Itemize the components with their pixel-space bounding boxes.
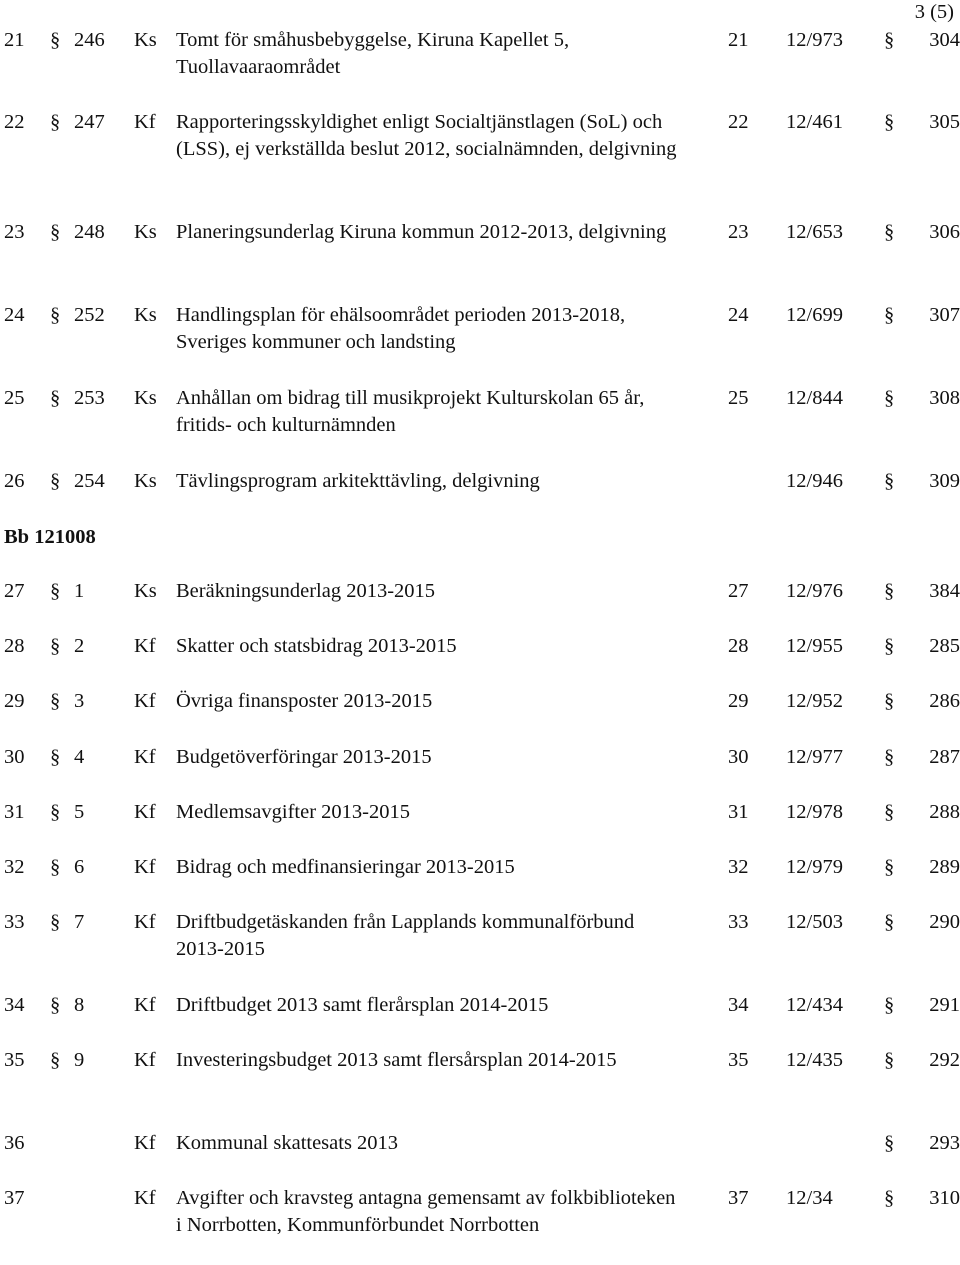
section-sign: §	[50, 856, 61, 878]
body-code: Kf	[134, 911, 156, 933]
section-sign: §	[50, 387, 61, 409]
page-reference: 292	[929, 1049, 960, 1071]
item-title: Investeringsbudget 2013 samt flersårsplan 2014-2015	[176, 1049, 617, 1071]
item-number: 31	[4, 801, 25, 823]
reference-number: 35	[728, 1049, 749, 1071]
item-number: 25	[4, 387, 25, 409]
body-code: Ks	[134, 580, 157, 602]
section-sign: §	[884, 911, 895, 933]
section-sign: §	[884, 690, 895, 712]
page-reference: 288	[929, 801, 960, 823]
paragraph-number: 253	[74, 387, 105, 409]
section-sign: §	[50, 690, 61, 712]
diary-number: 12/979	[786, 856, 843, 878]
reference-number: 30	[728, 746, 749, 768]
page-reference: 304	[929, 29, 960, 51]
reference-number: 31	[728, 801, 749, 823]
section-sign: §	[50, 221, 61, 243]
section-sign: §	[884, 635, 895, 657]
item-title: Bidrag och medfinansieringar 2013-2015	[176, 856, 515, 878]
item-title: Avgifter och kravsteg antagna gemensamt av folkbiblioteken i Norrbotten, Kommunförbundet Norrbotten	[176, 1187, 676, 1236]
paragraph-number: 1	[74, 580, 85, 602]
item-number: 26	[4, 470, 25, 492]
page-reference: 305	[929, 111, 960, 133]
paragraph-number: 3	[74, 690, 85, 712]
section-sign: §	[50, 801, 61, 823]
item-title: Medlemsavgifter 2013-2015	[176, 801, 410, 823]
body-code: Kf	[134, 635, 156, 657]
item-number: 30	[4, 746, 25, 768]
body-code: Ks	[134, 304, 157, 326]
item-title: Övriga finansposter 2013-2015	[176, 690, 433, 712]
section-sign: §	[884, 111, 895, 133]
item-title: Driftbudget 2013 samt flerårsplan 2014-2015	[176, 994, 549, 1016]
item-number: 21	[4, 29, 25, 51]
item-number: 24	[4, 304, 25, 326]
body-code: Kf	[134, 1187, 156, 1209]
page-reference: 286	[929, 690, 960, 712]
reference-number: 25	[728, 387, 749, 409]
section-sign: §	[50, 1049, 61, 1071]
item-number: 27	[4, 580, 25, 602]
paragraph-number: 9	[74, 1049, 85, 1071]
reference-number: 34	[728, 994, 749, 1016]
section-sign: §	[884, 221, 895, 243]
reference-number: 32	[728, 856, 749, 878]
item-number: 32	[4, 856, 25, 878]
diary-number: 12/844	[786, 387, 843, 409]
page-number: 3 (5)	[914, 1, 954, 23]
section-sign: §	[884, 1187, 895, 1209]
diary-number: 12/955	[786, 635, 843, 657]
reference-number: 33	[728, 911, 749, 933]
item-title: Kommunal skattesats 2013	[176, 1132, 399, 1154]
section-sign: §	[50, 994, 61, 1016]
diary-number: 12/973	[786, 29, 843, 51]
section-sign: §	[884, 801, 895, 823]
item-number: 23	[4, 221, 25, 243]
body-code: Kf	[134, 690, 156, 712]
body-code: Ks	[134, 387, 157, 409]
paragraph-number: 4	[74, 746, 85, 768]
item-title: Tomt för småhusbebyggelse, Kiruna Kapellet 5, Tuollavaaraområdet	[176, 29, 570, 78]
item-title: Beräkningsunderlag 2013-2015	[176, 580, 436, 602]
body-code: Kf	[134, 994, 156, 1016]
item-title: Handlingsplan för ehälsoområdet perioden 2013-2018, Sveriges kommuner och landsting	[176, 304, 626, 353]
section-sign: §	[50, 29, 61, 51]
item-number: 34	[4, 994, 25, 1016]
diary-number: 12/946	[786, 470, 843, 492]
section-sign: §	[884, 470, 895, 492]
item-number: 33	[4, 911, 25, 933]
item-title: Rapporteringsskyldighet enligt Socialtjänstlagen (SoL) och (LSS), ej verkställda beslut 2012, socialnämnden, delgivning	[176, 111, 677, 160]
paragraph-number: 5	[74, 801, 85, 823]
diary-number: 12/503	[786, 911, 843, 933]
item-title: Skatter och statsbidrag 2013-2015	[176, 635, 457, 657]
reference-number: 29	[728, 690, 749, 712]
page-reference: 306	[929, 221, 960, 243]
diary-number: 12/952	[786, 690, 843, 712]
diary-number: 12/699	[786, 304, 843, 326]
page-reference: 310	[929, 1187, 960, 1209]
item-title: Planeringsunderlag Kiruna kommun 2012-2013, delgivning	[176, 221, 667, 243]
section-sign: §	[884, 304, 895, 326]
section-sign: §	[50, 746, 61, 768]
item-number: 35	[4, 1049, 25, 1071]
reference-number: 22	[728, 111, 749, 133]
section-heading: Bb 121008	[4, 526, 96, 548]
body-code: Kf	[134, 746, 156, 768]
paragraph-number: 254	[74, 470, 105, 492]
paragraph-number: 7	[74, 911, 85, 933]
body-code: Kf	[134, 856, 156, 878]
section-sign: §	[50, 304, 61, 326]
paragraph-number: 247	[74, 111, 105, 133]
item-title: Tävlingsprogram arkitekttävling, delgivning	[176, 470, 540, 492]
section-sign: §	[50, 580, 61, 602]
page-reference: 293	[929, 1132, 960, 1154]
section-sign: §	[50, 111, 61, 133]
item-title: Driftbudgetäskanden från Lapplands kommunalförbund 2013-2015	[176, 911, 635, 960]
item-number: 29	[4, 690, 25, 712]
section-sign: §	[50, 470, 61, 492]
reference-number: 24	[728, 304, 749, 326]
diary-number: 12/977	[786, 746, 843, 768]
diary-number: 12/461	[786, 111, 843, 133]
diary-number: 12/434	[786, 994, 843, 1016]
body-code: Ks	[134, 470, 157, 492]
item-number: 37	[4, 1187, 25, 1209]
body-code: Ks	[134, 29, 157, 51]
section-sign: §	[50, 911, 61, 933]
section-sign: §	[884, 1049, 895, 1071]
paragraph-number: 246	[74, 29, 105, 51]
diary-number: 12/34	[786, 1187, 833, 1209]
item-number: 22	[4, 111, 25, 133]
section-sign: §	[884, 387, 895, 409]
page-reference: 307	[929, 304, 960, 326]
reference-number: 23	[728, 221, 749, 243]
section-sign: §	[884, 29, 895, 51]
body-code: Kf	[134, 801, 156, 823]
item-title: Anhållan om bidrag till musikprojekt Kulturskolan 65 år, fritids- och kulturnämnden	[176, 387, 645, 436]
section-sign: §	[884, 856, 895, 878]
reference-number: 21	[728, 29, 749, 51]
page-reference: 308	[929, 387, 960, 409]
page-reference: 309	[929, 470, 960, 492]
body-code: Kf	[134, 111, 156, 133]
section-sign: §	[884, 1132, 895, 1154]
reference-number: 28	[728, 635, 749, 657]
body-code: Kf	[134, 1049, 156, 1071]
item-number: 36	[4, 1132, 25, 1154]
body-code: Ks	[134, 221, 157, 243]
paragraph-number: 8	[74, 994, 85, 1016]
paragraph-number: 6	[74, 856, 85, 878]
paragraph-number: 2	[74, 635, 85, 657]
page-reference: 285	[929, 635, 960, 657]
item-number: 28	[4, 635, 25, 657]
page-reference: 289	[929, 856, 960, 878]
page-reference: 287	[929, 746, 960, 768]
section-sign: §	[50, 635, 61, 657]
reference-number: 27	[728, 580, 749, 602]
page-reference: 384	[929, 580, 960, 602]
page-reference: 291	[929, 994, 960, 1016]
section-sign: §	[884, 994, 895, 1016]
section-sign: §	[884, 580, 895, 602]
diary-number: 12/976	[786, 580, 843, 602]
diary-number: 12/978	[786, 801, 843, 823]
diary-number: 12/653	[786, 221, 843, 243]
section-sign: §	[884, 746, 895, 768]
paragraph-number: 248	[74, 221, 105, 243]
item-title: Budgetöverföringar 2013-2015	[176, 746, 432, 768]
page-reference: 290	[929, 911, 960, 933]
diary-number: 12/435	[786, 1049, 843, 1071]
paragraph-number: 252	[74, 304, 105, 326]
reference-number: 37	[728, 1187, 749, 1209]
body-code: Kf	[134, 1132, 156, 1154]
